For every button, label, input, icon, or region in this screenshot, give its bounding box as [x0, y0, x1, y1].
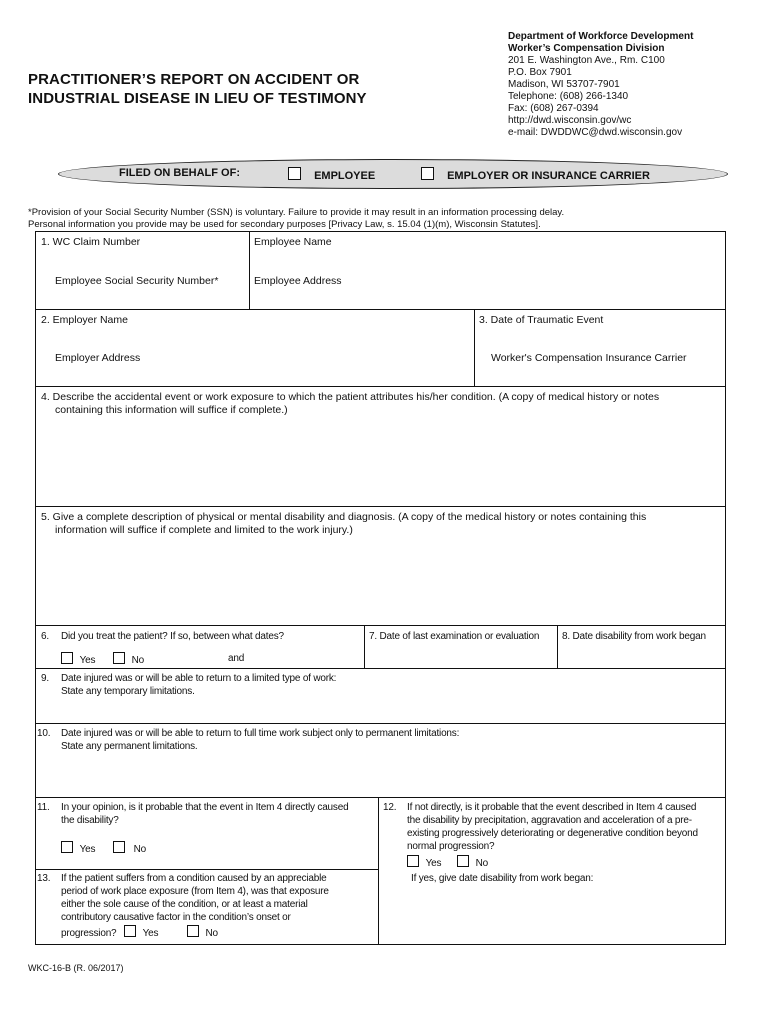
q11-no-option[interactable]	[113, 841, 146, 857]
q10-prompt-cont: State any permanent limitations.	[61, 741, 198, 752]
form-number: WKC-16-B (R. 06/2017)	[28, 963, 124, 973]
q6-number: 6.	[41, 631, 49, 642]
traumatic-event-date-field[interactable]: 3. Date of Traumatic Event	[479, 314, 604, 326]
employee-checkbox[interactable]	[288, 167, 301, 180]
fax: Fax: (608) 267-0394	[508, 103, 599, 114]
street-address: 201 E. Washington Ave., Rm. C100	[508, 55, 665, 66]
q9-answer-area[interactable]	[36, 700, 725, 722]
filed-employer-option[interactable]	[421, 167, 650, 182]
q6-and-label: and	[228, 653, 245, 664]
q8-disability-date-field[interactable]: 8. Date disability from work began	[562, 631, 706, 642]
rule	[364, 625, 365, 668]
q12-prompt-2: the disability by precipitation, aggravation and acceleration of a pre-	[407, 815, 692, 826]
q12-no-checkbox[interactable]	[457, 855, 469, 867]
telephone: Telephone: (608) 266-1340	[508, 91, 629, 102]
employer-insurer-checkbox[interactable]	[421, 167, 434, 180]
rule	[35, 723, 726, 724]
q11-number: 11.	[37, 802, 50, 813]
department-name: Department of Workforce Development	[508, 31, 694, 42]
employee-option-label: EMPLOYEE	[314, 170, 376, 182]
city-state-zip: Madison, WI 53707-7901	[508, 79, 620, 90]
employee-ssn-field[interactable]: Employee Social Security Number*	[55, 275, 219, 287]
title-line-1: PRACTITIONER’S REPORT ON ACCIDENT OR	[28, 71, 360, 88]
q13-prompt-2: period of work place exposure (from Item 4), was that exposure	[61, 886, 329, 897]
q6-yes-option[interactable]	[61, 652, 95, 668]
q11-prompt-cont: the disability?	[61, 815, 119, 826]
q6-no-label: No	[131, 655, 144, 666]
q12-prompt-3: existing progressively deteriorating or degenerative condition beyond	[407, 828, 698, 839]
q11-no-checkbox[interactable]	[113, 841, 125, 853]
employer-name-field[interactable]: 2. Employer Name	[41, 314, 128, 326]
q12-yes-option[interactable]	[407, 855, 441, 871]
q12-yes-label: Yes	[425, 858, 442, 869]
q12-prompt-4: normal progression?	[407, 841, 495, 852]
website: http://dwd.wisconsin.gov/wc	[508, 115, 632, 126]
q12-no-option[interactable]	[457, 855, 488, 871]
q7-last-exam-date-field[interactable]: 7. Date of last examination or evaluation	[369, 631, 540, 642]
q13-yes-checkbox[interactable]	[124, 925, 136, 937]
q10-answer-area[interactable]	[36, 756, 725, 796]
rule	[35, 309, 726, 310]
q13-no-option[interactable]	[187, 928, 218, 939]
employer-option-label: EMPLOYER OR INSURANCE CARRIER	[447, 170, 650, 182]
q13-no-label: No	[205, 928, 218, 939]
q9-prompt-cont: State any temporary limitations.	[61, 686, 195, 697]
q13-yes-option[interactable]	[124, 928, 161, 939]
agency-address-block	[508, 31, 693, 139]
rule	[35, 386, 726, 387]
q13-prompt-5	[61, 925, 218, 941]
q12-no-label: No	[475, 858, 488, 869]
filed-on-behalf-label: FILED ON BEHALF OF:	[119, 167, 240, 179]
q9-prompt: Date injured was or will be able to return to a limited type of work:	[61, 673, 337, 684]
q11-yes-option[interactable]	[61, 841, 95, 857]
form-title	[28, 70, 367, 108]
rule	[378, 797, 379, 945]
q6-no-option[interactable]	[113, 652, 144, 668]
q5-answer-area[interactable]	[36, 540, 725, 624]
q12-yes-checkbox[interactable]	[407, 855, 419, 867]
rule	[35, 668, 726, 669]
rule	[474, 309, 475, 386]
q4-prompt: 4. Describe the accidental event or work exposure to which the patient attributes his/her condition. (A copy of medical history or notes	[41, 391, 660, 403]
q9-number: 9.	[41, 673, 49, 684]
title-line-2: INDUSTRIAL DISEASE IN LIEU OF TESTIMONY	[28, 90, 367, 107]
wc-claim-number-field[interactable]: 1. WC Claim Number	[41, 236, 141, 248]
q6-no-checkbox[interactable]	[113, 652, 125, 664]
q6-yes-checkbox[interactable]	[61, 652, 73, 664]
email: e-mail: DWDDWC@dwd.wisconsin.gov	[508, 127, 683, 138]
q13-prompt-1: If the patient suffers from a condition caused by an appreciable	[61, 873, 327, 884]
employer-address-field[interactable]: Employer Address	[55, 352, 141, 364]
insurance-carrier-field[interactable]: Worker's Compensation Insurance Carrier	[491, 352, 687, 364]
q10-number: 10.	[37, 728, 51, 739]
q11-yes-label: Yes	[79, 844, 96, 855]
q13-yes-label: Yes	[142, 928, 159, 939]
q6-prompt: Did you treat the patient? If so, between what dates?	[61, 631, 284, 642]
q5-prompt-cont: information will suffice if complete and limited to the work injury.)	[55, 524, 353, 536]
rule	[249, 231, 250, 309]
privacy-notice	[28, 207, 564, 231]
q13-number: 13.	[37, 873, 51, 884]
po-box: P.O. Box 7901	[508, 67, 572, 78]
q13-prompt-4: contributory causative factor in the condition’s onset or	[61, 912, 291, 923]
rule	[35, 869, 378, 870]
rule	[557, 625, 558, 668]
q13-no-checkbox[interactable]	[187, 925, 199, 937]
q11-prompt: In your opinion, is it probable that the event in Item 4 directly caused	[61, 802, 349, 813]
q6-yes-label: Yes	[79, 655, 96, 666]
q12-disability-date-field[interactable]: If yes, give date disability from work began:	[411, 873, 594, 884]
employee-name-field[interactable]: Employee Name	[254, 236, 332, 248]
q10-prompt: Date injured was or will be able to return to full time work subject only to permanent limitations:	[61, 728, 460, 739]
q4-prompt-cont: containing this information will suffice if complete.)	[55, 404, 288, 416]
privacy-line-2: Personal information you provide may be used for secondary purposes [Privacy Law, s. 15.04 (1)(m), Wisconsin Statutes].	[28, 219, 541, 230]
q4-answer-area[interactable]	[36, 420, 725, 505]
q12-prompt-1: If not directly, is it probable that the event described in Item 4 caused	[407, 802, 697, 813]
rule	[35, 625, 726, 626]
q13-prompt-3: either the sole cause of the condition, or at least a material	[61, 899, 308, 910]
filed-on-behalf-banner	[58, 159, 728, 189]
filed-employee-option[interactable]	[288, 167, 375, 182]
q5-prompt: 5. Give a complete description of physical or mental disability and diagnosis. (A copy of the medical history or notes containing this	[41, 511, 647, 523]
q11-no-label: No	[133, 844, 146, 855]
employee-address-field[interactable]: Employee Address	[254, 275, 342, 287]
division-name: Worker’s Compensation Division	[508, 43, 665, 54]
q12-number: 12.	[383, 802, 397, 813]
rule	[35, 797, 726, 798]
q11-yes-checkbox[interactable]	[61, 841, 73, 853]
q13-prompt-5-text: progression?	[61, 928, 117, 939]
rule	[35, 506, 726, 507]
privacy-line-1: *Provision of your Social Security Number (SSN) is voluntary. Failure to provide it may result in an information processing delay.	[28, 207, 565, 218]
